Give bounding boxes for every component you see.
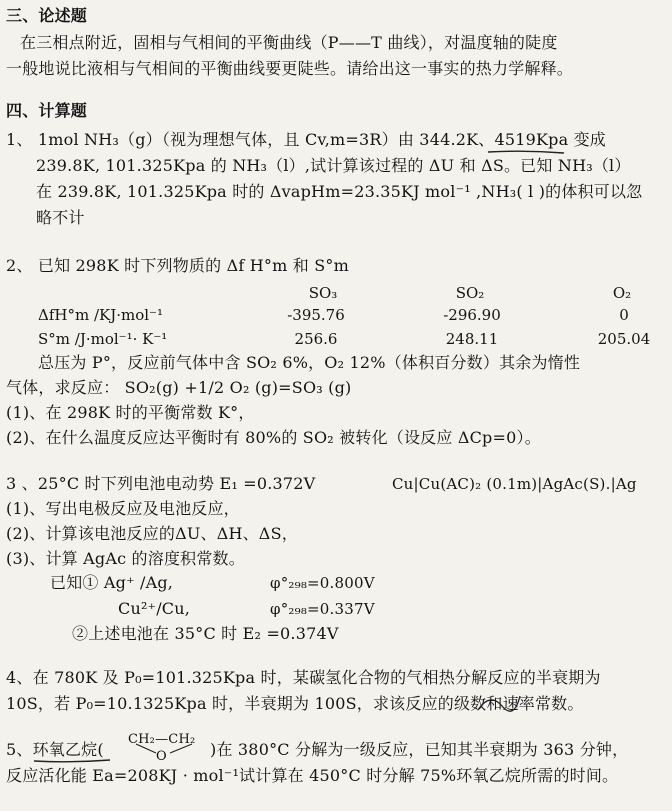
electrode-potential: φ°₂₉₈=0.800V	[270, 574, 375, 592]
problem-1-line: 239.8K, 101.325Kpa 的 NH₃（l）,试计算该过程的 ΔU 和 ΔS。已知 NH₃（l）	[36, 156, 631, 175]
problem-2-subquestion: (2)、在什么温度反应达平衡时有 80%的 SO₂ 被转化（设反应 ΔCp=0）。	[6, 428, 541, 447]
problem-3-intro: 3 、25°C 时下列电池电动势 E₁ =0.372V	[6, 474, 316, 493]
structure-bonds	[130, 742, 200, 756]
table-cell: 0	[619, 306, 629, 324]
known-condition: 已知① Ag⁺ /Ag,	[50, 573, 174, 592]
table-cell: 256.6	[294, 330, 338, 348]
electrode-potential: φ°₂₉₈=0.337V	[270, 600, 375, 618]
table-cell: 248.11	[445, 330, 499, 348]
problem-2-line: 总压为 P°，反应前气体中含 SO₂ 6%，O₂ 12%（体积百分数）其余为惰性	[38, 353, 581, 372]
table-header: SO₃	[308, 284, 338, 302]
table-header: O₂	[612, 284, 632, 302]
table-cell: -296.90	[443, 306, 501, 324]
section-3-heading: 三、论述题	[6, 6, 88, 25]
problem-1-line: 在 239.8K, 101.325Kpa 时的 ΔvapHm=23.35KJ mol⁻¹ ,NH₃( l )的体积可以忽	[36, 182, 643, 201]
structure-ch2-pair: CH₂—CH₂	[128, 732, 196, 747]
problem-3-subquestion: (1)、写出电极反应及电池反应，	[6, 499, 240, 518]
known-condition: ②上述电池在 35°C 时 E₂ =0.374V	[72, 624, 339, 643]
problem-2-line: 气体，求反应： SO₂(g) +1/2 O₂ (g)=SO₃ (g)	[6, 378, 352, 397]
table-header: SO₂	[455, 284, 485, 302]
table-cell: -395.76	[287, 306, 345, 324]
structure-oxygen: O	[156, 749, 167, 764]
problem-4-line: 4、在 780K 及 P₀=101.325Kpa 时，某碳氢化合物的气相热分解反应的半衰期为	[6, 668, 601, 687]
problem-5-line: 反应活化能 Ea=208KJ · mol⁻¹试计算在 450°C 时分解 75%环氧乙烷所需的时间。	[6, 766, 619, 785]
table-row-label: ΔfH°m /KJ·mol⁻¹	[38, 306, 163, 324]
table-row-label: S°m /J·mol⁻¹· K⁻¹	[38, 330, 168, 348]
essay-question-line: 在三相点附近，固相与气相间的平衡曲线（P——T 曲线），对温度轴的陡度	[20, 33, 558, 52]
handwritten-scribble	[476, 690, 522, 716]
problem-2-intro: 2、 已知 298K 时下列物质的 Δf H°m 和 S°m	[6, 256, 350, 275]
problem-4-line: 10S，若 P₀=10.1325Kpa 时，半衰期为 100S，求该反应的级数和速率常数。	[6, 694, 584, 713]
section-4-heading: 四、计算题	[6, 101, 88, 120]
problem-3-subquestion: (3)、计算 AgAc 的溶度积常数。	[6, 549, 245, 568]
essay-question-line: 一般地说比液相与气相间的平衡曲线要更陡些。请给出这一事实的热力学解释。	[6, 59, 574, 78]
known-condition: Cu²⁺/Cu,	[118, 599, 191, 618]
problem-2-subquestion: (1)、在 298K 时的平衡常数 K°，	[6, 403, 255, 422]
problem-5-line: )在 380°C 分解为一级反应，已知其半衰期为 363 分钟，	[210, 740, 629, 759]
table-cell: 205.04	[597, 330, 651, 348]
cell-notation: Cu|Cu(AC)₂ (0.1m)|AgAc(S).|Ag	[392, 475, 637, 493]
problem-5-line: 5、环氧乙烷(	[6, 740, 104, 759]
handwritten-underline	[486, 148, 566, 156]
problem-1-line: 略不计	[36, 208, 85, 227]
problem-1-line: 1、 1mol NH₃（g）（视为理想气体，且 Cv,m=3R）由 344.2K、4519Kpa 变成	[6, 130, 607, 149]
handwritten-underline	[32, 757, 112, 765]
problem-3-subquestion: (2)、计算该电池反应的ΔU、ΔH、ΔS，	[6, 524, 298, 543]
